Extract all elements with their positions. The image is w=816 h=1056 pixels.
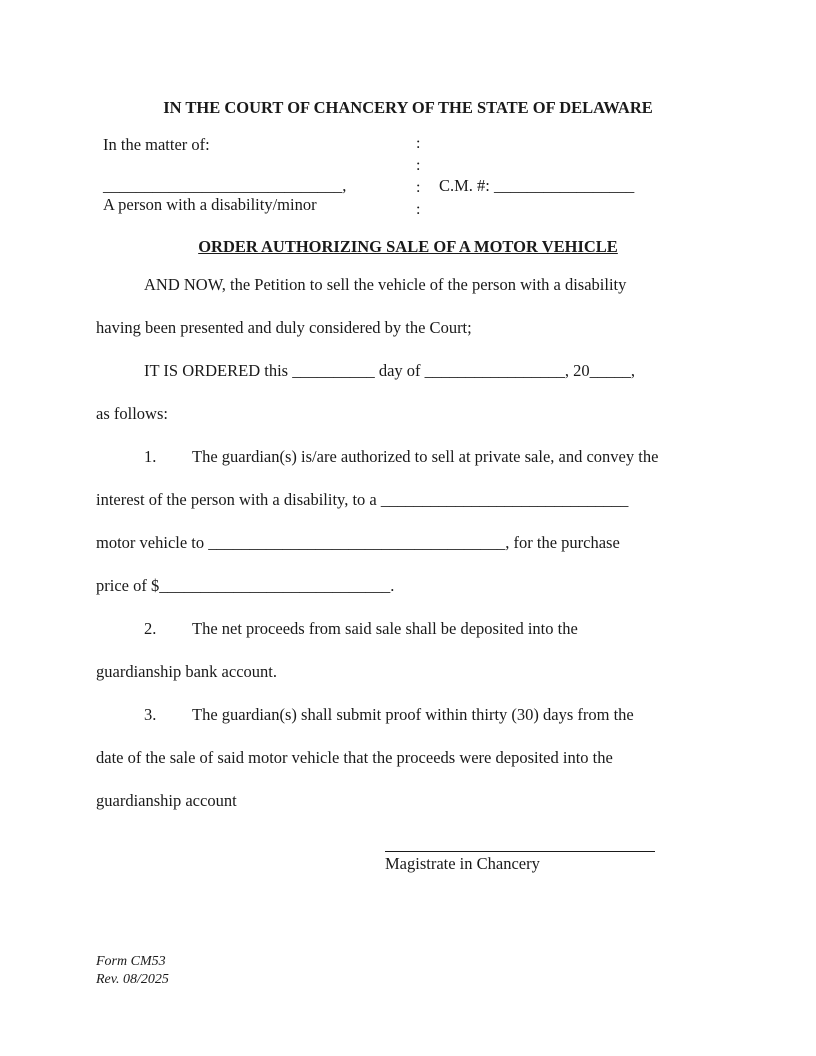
order-title: ORDER AUTHORIZING SALE OF A MOTOR VEHICLE	[198, 237, 618, 256]
caption-colon: :	[416, 179, 421, 196]
item-text: guardianship bank account.	[96, 662, 277, 681]
item-text: date of the sale of said motor vehicle that the proceeds were deposited into the	[96, 748, 613, 767]
intro-line: having been presented and duly considered by the Court;	[96, 318, 472, 337]
cm-number-field: C.M. #: _________________	[439, 176, 635, 195]
item-text: motor vehicle to ____________________________________, for the purchase	[96, 533, 620, 552]
item-text: interest of the person with a disability, to a ______________________________	[96, 490, 629, 509]
caption-colon: :	[416, 135, 421, 152]
signature-line	[385, 835, 655, 852]
court-title: IN THE COURT OF CHANCERY OF THE STATE OF DELAWARE	[163, 98, 653, 117]
form-revision: Rev. 08/2025	[96, 972, 169, 987]
form-number: Form CM53	[96, 954, 166, 969]
signature-label: Magistrate in Chancery	[385, 854, 540, 873]
caption-colon: :	[416, 201, 421, 218]
intro-line: AND NOW, the Petition to sell the vehicle of the person with a disability	[144, 275, 627, 294]
ordered-line: IT IS ORDERED this __________ day of _________________, 20_____,	[144, 361, 636, 380]
item-number: 2.	[144, 619, 157, 638]
name-blank: _____________________________,	[103, 176, 347, 195]
item-text: The net proceeds from said sale shall be deposited into the	[192, 619, 578, 638]
item-text: The guardian(s) is/are authorized to sell at private sale, and convey the	[192, 447, 659, 466]
item-number: 1.	[144, 447, 157, 466]
ordered-line: as follows:	[96, 404, 168, 423]
matter-label: In the matter of:	[103, 135, 210, 154]
party-label: A person with a disability/minor	[103, 195, 317, 214]
caption-colon: :	[416, 157, 421, 174]
item-text: The guardian(s) shall submit proof within thirty (30) days from the	[192, 705, 634, 724]
item-number: 3.	[144, 705, 157, 724]
item-text: guardianship account	[96, 791, 237, 810]
item-text: price of $____________________________.	[96, 576, 395, 595]
